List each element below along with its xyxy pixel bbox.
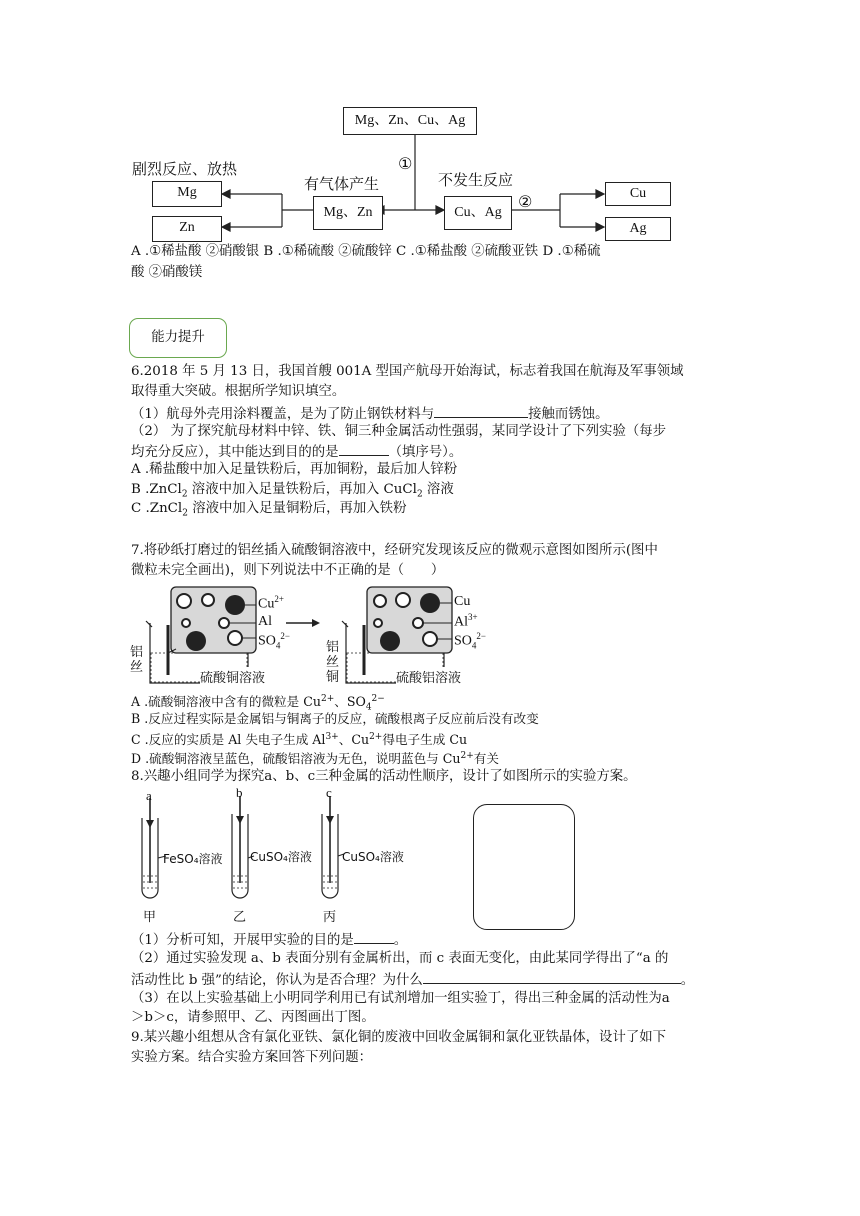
- fig-right-al-label: $Al^{3+}$: [454, 612, 478, 630]
- flow-top-box: Mg、Zn、Cu、Ag: [343, 107, 477, 135]
- flow-cu-box: Cu: [605, 182, 671, 206]
- section-tag-ability: 能力提升: [129, 318, 227, 358]
- tube-b-label: b: [236, 785, 243, 800]
- flow-left-box: Mg、Zn: [313, 196, 383, 230]
- q6-optb-sub: 2: [181, 489, 188, 500]
- q6-optb-post: 溶液: [422, 482, 454, 497]
- tube-c-label: c: [326, 785, 332, 800]
- q8-part2-text: 活动性比 b 强”的结论，你认为是否合理？为什么: [131, 973, 423, 988]
- q7-option-d: D .硫酸铜溶液呈蓝色，硫酸铝溶液为无色，说明蓝色与 $Cu^{2+}$有关: [131, 751, 499, 767]
- q9-line2: 实验方案。结合实验方案回答下列问题：: [131, 1050, 373, 1065]
- tube-a-solution: FeSO₄溶液: [163, 852, 223, 866]
- q8-part3-line2: ＞b＞c，请参照甲、乙、丙图画出丁图。: [131, 1010, 375, 1025]
- q8-part1: [131, 929, 407, 950]
- q7-option-c: C .反应的实质是 Al 失电子生成 $Al^{3+}$、$Cu^{2+}$得电子生成 Cu: [131, 732, 468, 748]
- flow-ag-box: Ag: [605, 217, 671, 241]
- q6-part1-blank[interactable]: [434, 403, 528, 418]
- fig-left-al-label: Al: [258, 614, 272, 629]
- q7-option-a: A .硫酸铜溶液中含有的微粒是 $Cu^{2+}$、$SO_4^{2-}$: [131, 694, 385, 713]
- q9-line1: 9.某兴趣小组想从含有氯化亚铁、氯化铜的废液中回收金属铜和氯化亚铁晶体，设计了如下: [131, 1030, 667, 1045]
- tube-b-name: 乙: [233, 910, 247, 925]
- q6-optb-pre: B .ZnCl: [131, 482, 182, 497]
- flow-step2-label: ②: [518, 192, 533, 211]
- tube-a-name: 甲: [143, 910, 157, 925]
- fig-left-cu-label: $Cu^{2+}$: [258, 594, 284, 612]
- q6-optb-sub2: 2: [416, 489, 423, 500]
- fig-left-so4-label: $SO_4^{2-}$: [258, 631, 290, 651]
- q7-line1: 7.将砂纸打磨过的铝丝插入硫酸铜溶液中，经研究发现该反应的微观示意图如图所示(图中: [131, 543, 658, 558]
- fig-left-wire-label: 铝丝: [130, 645, 144, 675]
- q6-optc-post: 溶液中加入足量铜粉后，再加入铁粉: [187, 501, 407, 516]
- flow-zn-box: Zn: [152, 216, 222, 242]
- q7-option-b: B .反应过程实际是金属铝与铜离子的反应，硫酸根离子反应前后没有改变: [131, 711, 539, 726]
- q8-part2-tail: 。: [680, 973, 695, 988]
- q6-line1: 6.2018 年 5 月 13 日，我国首艘 001A 型国产航母开始海试，标志着我国在航海及军事领域: [131, 364, 684, 379]
- drawing-answer-box[interactable]: [473, 804, 575, 930]
- flow-far-left-label: 剧烈反应、放热: [132, 160, 238, 178]
- q6-part2-blank[interactable]: [339, 441, 389, 456]
- fig-right-wire-label: 铝丝铜: [326, 640, 340, 685]
- q5-options-line2: 酸 ②硝酸镁: [131, 265, 203, 280]
- q8-part1-blank[interactable]: [354, 929, 394, 944]
- q8-part2-line2: [131, 969, 694, 990]
- q6-part2-text: 均充分反应），其中能达到目的的是: [131, 445, 339, 460]
- q6-part2-tail: （填序号）。: [388, 445, 463, 460]
- flow-right-group-label: 不发生反应: [438, 171, 514, 189]
- q6-optb-mid: 溶液中加入足量铁粉后，再加入 CuCl: [187, 482, 417, 497]
- q6-option-a: A .稀盐酸中加入足量铁粉后，再加铜粉，最后加人锌粉: [131, 462, 458, 477]
- flow-mg-box: Mg: [152, 181, 222, 207]
- flow-step1-label: ①: [398, 154, 413, 173]
- fig-right-cu-label: Cu: [454, 594, 471, 609]
- fig-right-so4-label: $SO_4^{2-}$: [454, 631, 486, 651]
- flow-left-group-label: 有气体产生: [304, 175, 380, 193]
- tube-c-name: 丙: [323, 910, 337, 925]
- flow-right-box: Cu、Ag: [444, 196, 512, 230]
- q6-optc-pre: C .ZnCl: [131, 501, 183, 516]
- q6-option-c: [131, 499, 406, 524]
- q8-part3-line1: （3）在以上实验基础上小明同学利用已有试剂增加一组实验丁，得出三种金属的活动性为a: [131, 991, 670, 1006]
- q8-part1-text: （1）分析可知，开展甲实验的目的是: [131, 933, 354, 948]
- q6-optc-sub: 2: [182, 508, 188, 519]
- tube-a-label: a: [146, 788, 152, 803]
- q8-line1: 8.兴趣小组同学为探究a、b、c三种金属的活动性顺序，设计了如图所示的实验方案。: [131, 769, 637, 784]
- tube-b-solution: CuSO₄溶液: [250, 850, 312, 864]
- q5-options-line1: A .①稀盐酸 ②硝酸银 B .①稀硫酸 ②硫酸锌 C .①稀盐酸 ②硫酸亚铁 D .①稀硫: [131, 244, 601, 259]
- q6-part1-tail: 接触而锈蚀。: [528, 407, 609, 422]
- q6-part1: [131, 403, 608, 424]
- q7-line2: 微粒未完全画出)，则下列说法中不正确的是（ ）: [131, 563, 445, 578]
- tube-c-solution: CuSO₄溶液: [342, 850, 404, 864]
- q8-part2-blank[interactable]: [423, 969, 681, 984]
- q6-part2-line1: （2） 为了探究航母材料中锌、铁、铜三种金属活动性强弱，某同学设计了下列实验（每步: [131, 424, 667, 439]
- fig-left-solution-label: 硫酸铜溶液: [200, 667, 265, 686]
- q6-part1-text: （1）航母外壳用涂料覆盖，是为了防止钢铁材料与: [131, 407, 435, 422]
- q6-part2-line2: [131, 441, 462, 462]
- q8-part1-tail: 。: [393, 933, 408, 948]
- fig-right-solution-label: 硫酸铝溶液: [396, 667, 461, 686]
- q6-line2: 取得重大突破。根据所学知识填空。: [131, 384, 346, 399]
- q8-part2-line1: （2）通过实验发现 a、b 表面分别有金属析出，而 c 表面无变化，由此某同学得出了“a 的: [131, 951, 669, 966]
